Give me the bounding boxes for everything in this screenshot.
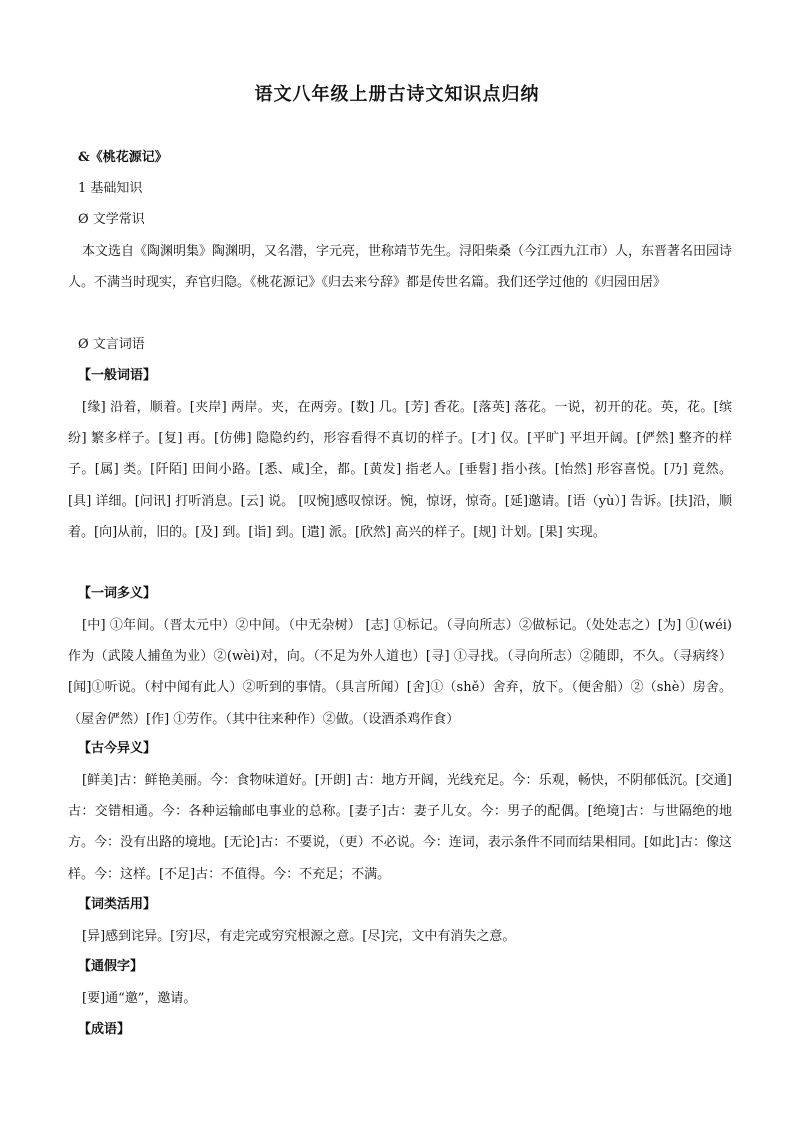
polysemy-heading: 【一词多义】 <box>78 586 157 601</box>
word-class-heading: 【词类活用】 <box>78 897 157 912</box>
ancient-modern-paragraph: [鲜美]古：鲜艳美丽。今：食物味道好。[开朗] 古：地方开阔，光线充足。今：乐观，畅快，不阴郁低沉。[交通]古：交错相通。今：各种运输邮电事业的总称。[妻子]古：妻子儿女。今：男子的配偶。[绝境]古：与世隔绝的地方。今：没有出路的境地。[无论]古：不要说，（更）不必说。今：连词，表示条件不同而结果相同。[如此]古：像这样。今：这样。[不足]古：不值得。今：不充足；不满。 <box>68 773 732 882</box>
idioms-heading: 【成语】 <box>78 1022 131 1037</box>
word-class-paragraph: [异]感到诧异。[穷]尽，有走完或穷究根源之意。[尽]完，文中有消失之意。 <box>82 929 516 944</box>
section-heading: &《桃花源记》 <box>78 150 168 165</box>
subsection-basic-knowledge: 1 基础知识 <box>78 181 143 196</box>
tongjia-paragraph: [要]通“邀”，邀请。 <box>82 991 197 1006</box>
vocabulary-heading: Ø 文言词语 <box>78 337 145 352</box>
polysemy-paragraph: [中] ①年间。（晋太元中）②中间。（中无杂树） [志] ①标记。（寻向所志）②做标记。（处处志之）[为] ①(wéi)作为（武陵人捕鱼为业）②(wèi)对，向。（不足为外人道也）[寻] ①寻找。（寻向所志）②随即，不久。（寻病终）[闻]①听说。（村中闻有此人）②听到的事情。（具言所闻）[舍]①（shě）舍弃，放下。（便舍船）②（shè）房舍。（屋舍俨然）[作] ①劳作。（其中往来种作）②做。（设酒杀鸡作食） <box>68 618 732 727</box>
general-words-paragraph: [缘] 沿着，顺着。[夹岸] 两岸。夹，在两旁。[数] 几。[芳] 香花。[落英] 落花。一说，初开的花。英，花。[缤纷] 繁多样子。[复] 再。[仿佛] 隐隐约约，形容看得不真切的样子。[才] 仅。[平旷] 平坦开阔。[俨然] 整齐的样子。[属] 类。[阡陌] 田间小路。[悉、咸]全，都。[黄发] 指老人。[垂髫] 指小孩。[怡然] 形容喜悦。[乃] 竟然。[具] 详细。[问讯] 打听消息。[云] 说。 [叹惋]感叹惊讶。惋，惊讶，惊奇。[延]邀请。[语（yù）] 告诉。[扶]沿，顺着。[向]从前，旧的。[及] 到。[诣] 到。[遣] 派。[欣然] 高兴的样子。[规] 计划。[果] 实现。 <box>68 400 732 540</box>
general-words-heading: 【一般词语】 <box>78 368 157 383</box>
literature-paragraph: 本文选自《陶渊明集》陶渊明，又名潜，字元亮，世称靖节先生。浔阳柴桑（今江西九江市）人，东晋著名田园诗人。不满当时现实，弃官归隐。《桃花源记》《归去来兮辞》都是传世名篇。我们还学过他的《归园田居》 <box>68 244 733 291</box>
ancient-modern-heading: 【古今异义】 <box>78 741 157 756</box>
page-title: 语文八年级上册古诗文知识点归纳 <box>254 84 540 105</box>
tongjia-heading: 【通假字】 <box>78 959 144 974</box>
literature-heading: Ø 文学常识 <box>78 212 145 227</box>
